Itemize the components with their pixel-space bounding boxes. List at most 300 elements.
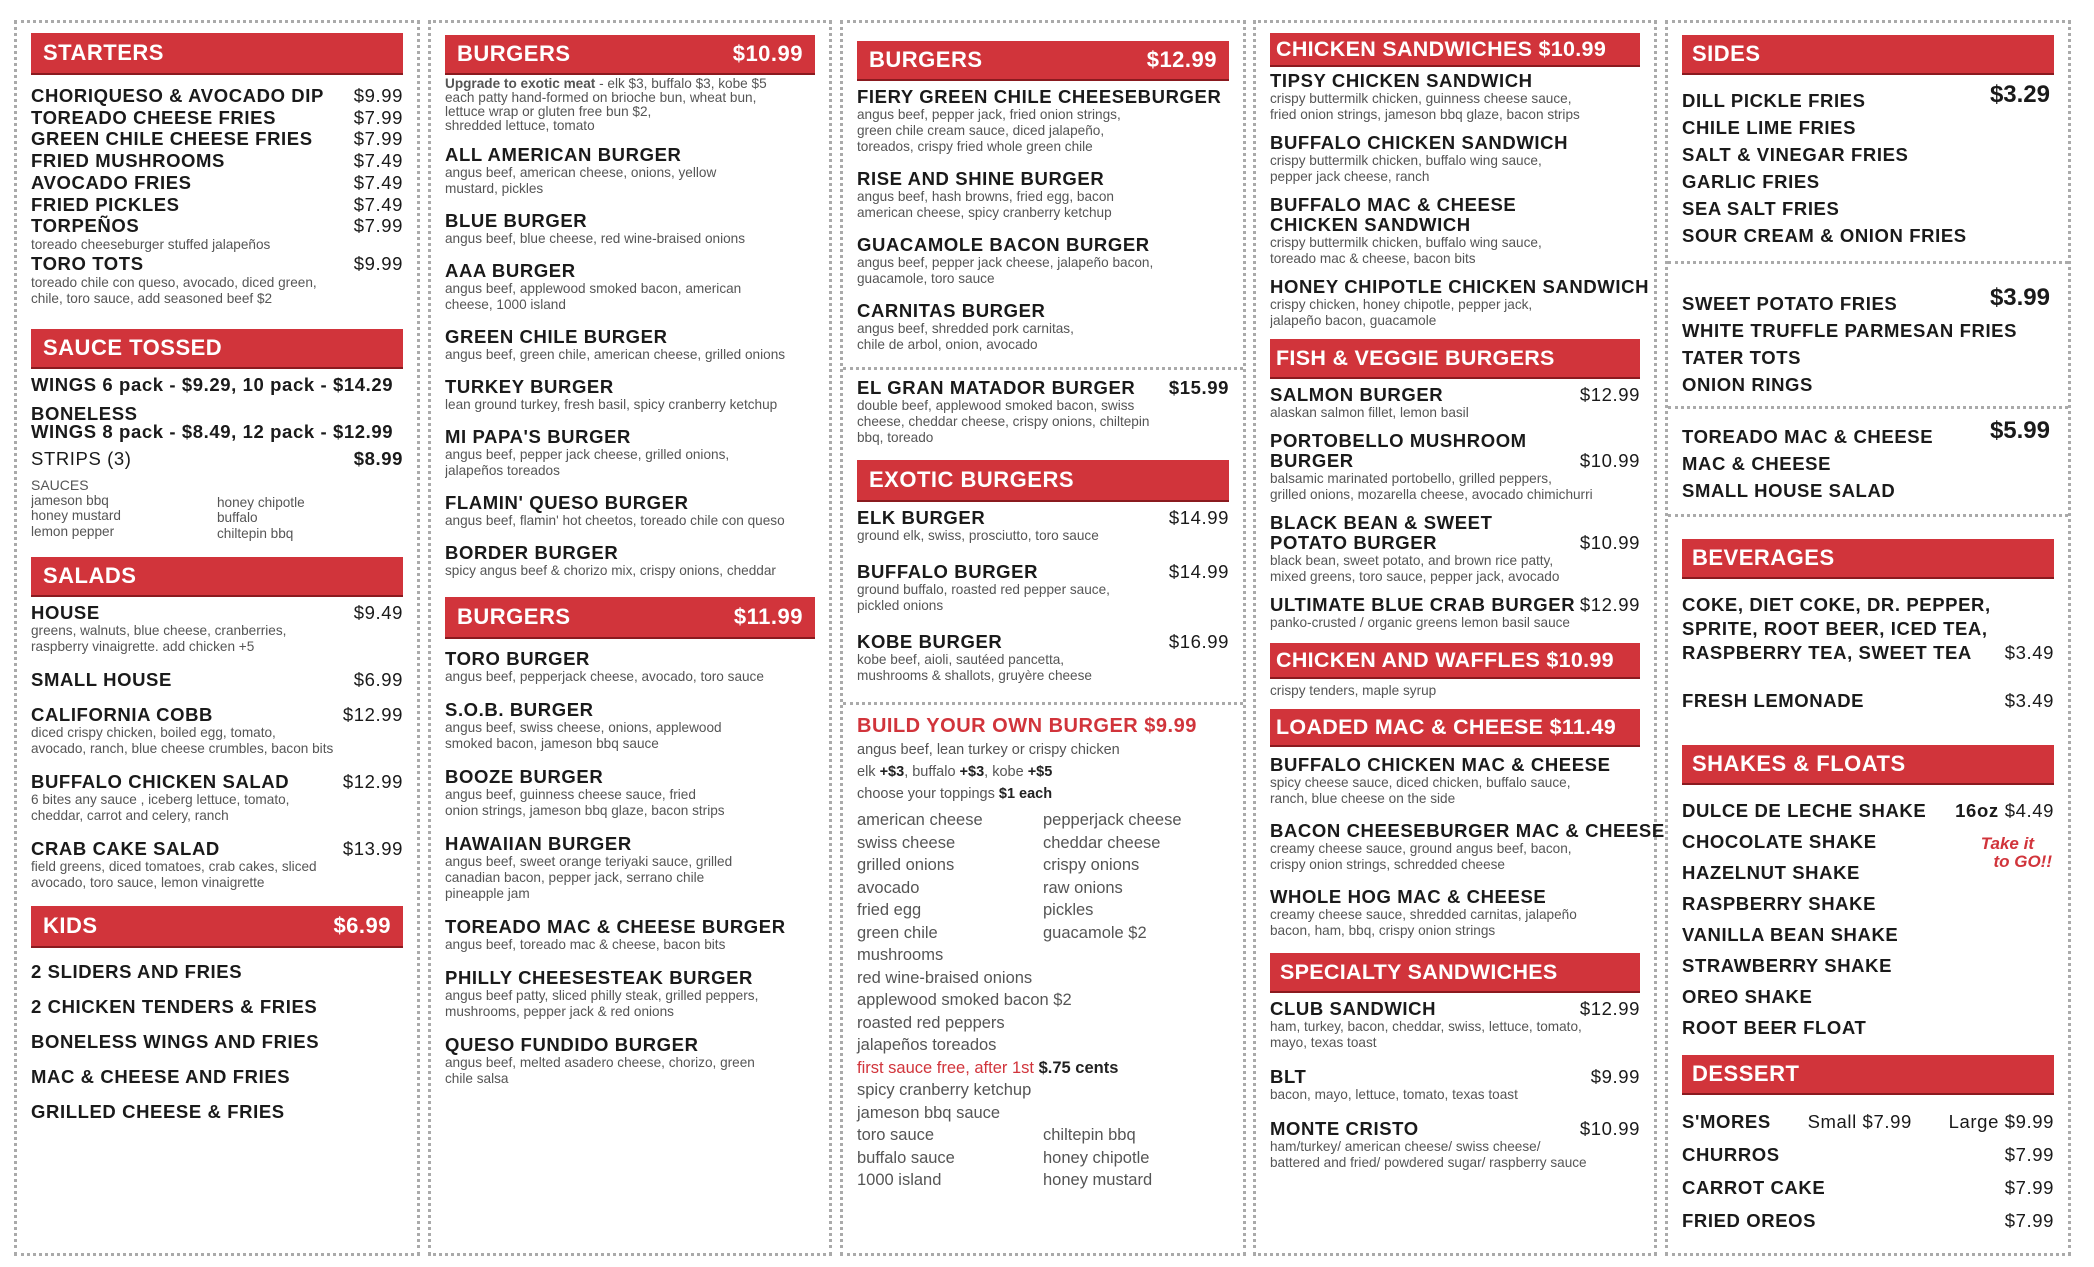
list-item: CHILE LIME FRIES (1682, 117, 1857, 138)
menu-item-name: BLT (1270, 1066, 1307, 1087)
menu-item (445, 834, 815, 902)
menu-item-row (31, 670, 403, 690)
sides-group-1 (1682, 81, 2054, 249)
menu-item-name: AAA BURGER (445, 260, 576, 281)
exotic-title: EXOTIC BURGERS (869, 467, 1075, 492)
beverages-header (1682, 539, 2054, 579)
menu-item-row (445, 767, 815, 787)
sauce-tossed-title: SAUCE TOSSED (43, 334, 223, 360)
menu-item (31, 194, 403, 216)
menu-item-row (857, 301, 1229, 321)
menu-item-name: QUESO FUNDIDO BURGER (445, 1034, 699, 1055)
menu-item-row (31, 107, 403, 129)
byo-base: angus beef, lean turkey or crispy chicken (857, 742, 1120, 758)
menu-item-name: SMALL HOUSE (31, 669, 172, 691)
list-item: honey chipotle (1043, 1148, 1150, 1167)
menu-item-row (445, 327, 815, 347)
smores-large: Large $9.99 (1948, 1111, 2054, 1132)
menu-item-desc: greens, walnuts, blue cheese, cranberries, (31, 623, 287, 639)
menu-item-row (857, 508, 1229, 528)
menu-item-desc: toreado cheeseburger stuffed jalapeños (31, 236, 271, 252)
burgers-1099-list (445, 145, 815, 579)
menu-item (445, 427, 815, 479)
sides-group-2 (1682, 284, 2054, 398)
menu-item-row (31, 705, 403, 725)
chicken-sandwiches-header (1270, 33, 1640, 67)
chicken-sandwiches-title: CHICKEN SANDWICHES $10.99 (1276, 36, 1607, 61)
menu-item (445, 493, 815, 529)
menu-item-row (31, 839, 403, 859)
menu-item-name: BORDER BURGER (445, 542, 619, 563)
separator-5 (1668, 514, 2068, 517)
menu-item (445, 1035, 815, 1087)
menu-item (1270, 887, 1640, 939)
menu-item-desc: mayo, texas toast (1270, 1035, 1377, 1050)
menu-item-desc: kobe beef, aioli, sautéed pancetta, (857, 652, 1065, 667)
menu-item-name: BUFFALO MAC & CHEESE (1270, 194, 1517, 215)
list-item: grilled onions (857, 856, 955, 874)
menu-item-desc: angus beef, hash browns, fried egg, bacon (857, 189, 1114, 204)
menu-item-row (31, 253, 403, 275)
list-item: 1000 island (857, 1171, 942, 1189)
list-item: GARLIC FRIES (1682, 171, 1820, 192)
burgers-1099-price: $10.99 (732, 41, 803, 66)
menu-item-price: $13.99 (342, 838, 403, 860)
menu-item (1270, 755, 1640, 807)
smores-small: Small $7.99 (1807, 1111, 1912, 1132)
dessert-price: $7.99 (2004, 1144, 2054, 1165)
menu-item-desc: onion strings, jameson bbq glaze, bacon strips (445, 803, 725, 818)
sides-header (1682, 35, 2054, 75)
column-3 (840, 20, 1246, 1256)
menu-item (31, 670, 403, 690)
dessert-price: $7.99 (2004, 1210, 2054, 1231)
list-item: BONELESS WINGS AND FRIES (31, 1031, 320, 1053)
menu-item (1270, 276, 1650, 329)
sides-group-3 (1682, 417, 2054, 504)
menu-item-price: $12.99 (342, 771, 403, 793)
menu-item (31, 215, 403, 253)
list-item: 2 SLIDERS AND FRIES (31, 961, 243, 983)
strips-name: STRIPS (3) (31, 447, 132, 469)
menu-item-row (1270, 513, 1640, 533)
menu-item-price: $10.99 (1579, 532, 1640, 553)
dessert-name: CARROT CAKE (1682, 1177, 1826, 1198)
list-item: green chile (857, 923, 938, 942)
menu-item (445, 700, 815, 752)
menu-item-desc: field greens, diced tomatoes, crab cakes, sliced (31, 859, 317, 875)
menu-item-name: CHORIQUESO & AVOCADO DIP (31, 85, 324, 106)
menu-item-row (1270, 431, 1640, 451)
menu-item-name: GREEN CHILE CHEESE FRIES (31, 128, 313, 150)
menu-item (1270, 513, 1640, 585)
soda-line-3-text: RASPBERRY TEA, SWEET TEA (1682, 642, 1972, 663)
sauces-grid (31, 493, 403, 542)
menu-item-name: KOBE BURGER (857, 631, 1003, 652)
menu-item-row (445, 700, 815, 720)
strips-line (31, 449, 403, 469)
menu-item-desc: mushrooms & shallots, gruyère cheese (857, 668, 1092, 683)
menu-item-desc: toreado chile con queso, avocado, diced green, (31, 274, 317, 290)
menu-item-row (31, 772, 403, 792)
menu-item-row (31, 215, 403, 237)
menu-item (31, 107, 403, 129)
list-item: honey mustard (31, 508, 121, 524)
menu-item (1270, 1067, 1640, 1103)
sauce-tossed-header (31, 329, 403, 369)
soda-line-1: COKE, DIET COKE, DR. PEPPER, (1682, 594, 1991, 615)
menu-item (445, 767, 815, 819)
boneless-line-2: WINGS 8 pack - $8.49, 12 pack - $12.99 (31, 420, 394, 442)
menu-item-name: SALMON BURGER (1270, 384, 1444, 405)
menu-item-row (1270, 195, 1640, 215)
menu-item-desc: jalapeños toreados (445, 463, 560, 478)
menu-item-desc: avocado, ranch, blue cheese crumbles, bacon bits (31, 741, 334, 757)
burgers-1299-header (857, 41, 1229, 81)
menu-item-desc: angus beef, sweet orange teriyaki sauce, grilled (445, 854, 733, 869)
menu-item (857, 508, 1229, 544)
menu-item-row (445, 543, 815, 563)
burgers-1199-header (445, 597, 815, 639)
menu-item-name: CRAB CAKE SALAD (31, 838, 220, 860)
exotic-header (857, 460, 1229, 502)
menu-item-desc: angus beef, shredded pork carnitas, (857, 321, 1074, 336)
menu-item-row (31, 172, 403, 194)
menu-item-desc: ground buffalo, roasted red pepper sauce, (857, 582, 1110, 597)
kids-header (31, 906, 403, 948)
menu-item-name: MI PAPA'S BURGER (445, 426, 631, 447)
list-item: raw onions (1043, 878, 1123, 897)
menu-item-row (445, 427, 815, 447)
lemonade-line (1682, 691, 2054, 711)
shake-size-price (1955, 795, 2054, 826)
fish-veggie-title: FISH & VEGGIE BURGERS (1276, 345, 1555, 370)
loaded-mac-list (1270, 754, 1665, 939)
menu-item (31, 705, 403, 757)
menu-item-row (857, 562, 1229, 582)
menu-item-name: RISE AND SHINE BURGER (857, 168, 1105, 189)
shake-first (1682, 795, 2054, 826)
menu-item-row-2 (1270, 215, 1640, 235)
menu-item-row (31, 128, 403, 150)
list-item: mushrooms (857, 946, 944, 964)
menu-item-desc: cheese, 1000 island (445, 297, 566, 312)
menu-item-price: $12.99 (1579, 384, 1640, 405)
list-item: TOREADO MAC & CHEESE (1682, 426, 1934, 447)
sides-group-1-price: $3.29 (1989, 81, 2050, 108)
menu-item-name: CLUB SANDWICH (1270, 998, 1437, 1019)
menu-item-desc: diced crispy chicken, boiled egg, tomato, (31, 725, 276, 741)
menu-item (445, 145, 815, 197)
shakes-header (1682, 745, 2054, 785)
menu-item-desc: toreado mac & cheese, bacon bits (1270, 251, 1476, 266)
menu-item-price: $16.99 (1168, 631, 1229, 652)
upgrade-line-4: shredded lettuce, tomato (445, 119, 595, 133)
byo-sauces-left (857, 1124, 1043, 1192)
burgers-1299-title: BURGERS (869, 47, 983, 72)
menu-item-desc: chile, toro sauce, add seasoned beef $2 (31, 290, 273, 306)
burgers-1199-list (445, 649, 815, 1087)
menu-item-price: $9.99 (353, 252, 403, 274)
menu-item (857, 632, 1229, 684)
menu-item-desc: grilled onions, mozarella cheese, avocado chimichurri (1270, 487, 1593, 502)
menu-item-desc: 6 bites any sauce , iceberg lettuce, tomato, (31, 792, 290, 808)
list-item: MAC & CHEESE AND FRIES (31, 1066, 291, 1088)
boneless-line-1: BONELESS (31, 402, 138, 424)
menu-item-desc: mustard, pickles (445, 181, 544, 196)
list-item: fried egg (857, 901, 922, 919)
menu-item-row (857, 632, 1229, 652)
beverages-list (1682, 593, 2054, 711)
menu-item-desc: angus beef, blue cheese, red wine-braised onions (445, 231, 746, 246)
byo-sauce-note (857, 1057, 1229, 1080)
byo-section (857, 713, 1229, 1192)
byo-toppings-full (857, 967, 1229, 1057)
byo-toppings-grid (857, 809, 1229, 967)
sauces-label: SAUCES (31, 476, 89, 493)
menu-item-desc: bacon, ham, bbq, crispy onion strings (1270, 923, 1496, 938)
menu-item (857, 169, 1229, 221)
menu-item-desc: fried onion strings, jameson bbq glaze, bacon strips (1270, 107, 1580, 122)
menu-item-name: BUFFALO CHICKEN SANDWICH (1270, 132, 1569, 153)
list-item: STRAWBERRY SHAKE (1682, 955, 1893, 976)
menu-item-name: PORTOBELLO MUSHROOM (1270, 430, 1527, 451)
matador-desc-0: double beef, applewood smoked bacon, swiss (857, 398, 1135, 413)
menu-item-desc: pepper jack cheese, ranch (1270, 169, 1430, 184)
chicken-waffles-desc: crispy tenders, maple syrup (1270, 683, 1437, 698)
menu-item-row-2 (1270, 533, 1640, 553)
menu-item-price: $7.49 (353, 150, 403, 172)
dessert-name: CHURROS (1682, 1144, 1780, 1165)
menu-item-price: $14.99 (1168, 561, 1229, 582)
menu-item-desc: angus beef, pepper jack, fried onion strings, (857, 107, 1121, 122)
menu-item-name: TORPEÑOS (31, 215, 140, 237)
kids-price: $6.99 (333, 913, 391, 939)
menu-item-desc: angus beef, flamin' hot cheetos, toreado chile con queso (445, 513, 785, 528)
menu-item-row (1270, 1067, 1640, 1087)
menu-item-desc: ranch, blue cheese on the side (1270, 791, 1456, 806)
sides-group-2-price: $3.99 (1989, 284, 2050, 311)
to-go-2: to GO!! (1993, 852, 2052, 871)
salads-header (31, 557, 403, 597)
menu-item (445, 543, 815, 579)
menu-item-row (1270, 820, 1665, 841)
menu-item-desc: crispy buttermilk chicken, buffalo wing sauce, (1270, 153, 1542, 168)
specialty-header (1270, 953, 1640, 993)
menu-item-desc: mushrooms, pepper jack & red onions (445, 1004, 674, 1019)
byo-choose (857, 783, 1229, 805)
menu-item-desc: angus beef, green chile, american cheese, grilled onions (445, 347, 786, 362)
menu-item-desc: green chile cream sauce, diced jalapeño, (857, 123, 1105, 138)
menu-item-row-2 (1270, 451, 1640, 471)
menu-item (1270, 71, 1640, 123)
list-item: 2 CHICKEN TENDERS & FRIES (31, 996, 318, 1018)
separator-1 (843, 367, 1243, 370)
menu-item-price: $9.49 (353, 602, 403, 624)
list-item: crispy onions (1043, 856, 1140, 874)
byo-choose-label: choose your toppings (857, 786, 999, 802)
menu-item-row (445, 1035, 815, 1055)
menu-item (1270, 195, 1640, 267)
menu-item-name: BACON CHEESEBURGER MAC & CHEESE (1270, 820, 1665, 841)
matador-desc-1: cheese, cheddar cheese, crispy onions, chiltepin (857, 414, 1150, 429)
column-4 (1253, 20, 1665, 1256)
menu-item-name-2: BURGER (1270, 450, 1354, 471)
dessert-row (1682, 1204, 2054, 1237)
soda-line-3 (1682, 641, 2054, 665)
list-item: OREO SHAKE (1682, 986, 1813, 1007)
list-item: chiltepin bbq (217, 525, 294, 541)
menu-item-row (1270, 999, 1640, 1019)
menu-item-desc: spicy cheese sauce, diced chicken, buffalo sauce, (1270, 775, 1571, 790)
upgrade-line-1 (445, 77, 815, 91)
separator-3 (1668, 261, 2068, 264)
menu-item-name: GREEN CHILE BURGER (445, 326, 668, 347)
menu-item-row (445, 834, 815, 854)
smores-line (1682, 1105, 2054, 1138)
upgrade-line-3: lettuce wrap or gluten free bun $2, (445, 105, 652, 119)
menu-item (857, 301, 1229, 353)
menu-item-row (1270, 276, 1650, 297)
menu-item-row (1270, 887, 1640, 907)
chicken-waffles-title: CHICKEN AND WAFFLES $10.99 (1276, 647, 1614, 672)
menu-item (445, 649, 815, 685)
menu-item-desc: jalapeño bacon, guacamole (1270, 313, 1437, 328)
menu-item (31, 253, 403, 307)
menu-item (1270, 133, 1640, 185)
menu-item (1270, 999, 1640, 1051)
menu-item-row (445, 377, 815, 397)
menu-item-name: ULTIMATE BLUE CRAB BURGER (1270, 594, 1576, 615)
list-item: jalapeños toreados (857, 1036, 997, 1054)
menu-item-name: TIPSY CHICKEN SANDWICH (1270, 70, 1533, 91)
menu-item-desc: panko-crusted / organic greens lemon basil sauce (1270, 615, 1570, 630)
menu-item-name: TOREADO MAC & CHEESE BURGER (445, 916, 786, 937)
menu-item-desc: angus beef, melted asadero cheese, chorizo, green (445, 1055, 755, 1070)
list-item: WHITE TRUFFLE PARMESAN FRIES (1682, 320, 2018, 341)
list-item: SEA SALT FRIES (1682, 198, 1840, 219)
menu-item-desc: angus beef, guinness cheese sauce, fried (445, 787, 696, 802)
menu-item-desc: smoked bacon, jameson bbq sauce (445, 736, 659, 751)
burgers-1099-header (445, 35, 815, 75)
specialty-list (1270, 999, 1640, 1171)
list-item: TATER TOTS (1682, 347, 1802, 368)
list-item: GRILLED CHEESE & FRIES (31, 1101, 285, 1123)
menu-item-price: $10.99 (1579, 1118, 1640, 1139)
dessert-title: DESSERT (1692, 1061, 1800, 1086)
chicken-waffles-header (1270, 643, 1640, 679)
menu-item-name: S.O.B. BURGER (445, 699, 594, 720)
fish-veggie-header (1270, 339, 1640, 379)
upgrade-desc-0: - elk $3, buffalo $3, kobe $5 (595, 77, 767, 91)
menu-item-price: $7.99 (353, 128, 403, 150)
menu-item-name: ALL AMERICAN BURGER (445, 144, 682, 165)
menu-item-row (1270, 1119, 1640, 1139)
menu-item-name: AVOCADO FRIES (31, 171, 192, 193)
kids-list (31, 954, 403, 1129)
soda-line-2: SPRITE, ROOT BEER, ICED TEA, (1682, 618, 1988, 639)
to-go-note (1981, 835, 2052, 871)
menu-item-name: FRIED PICKLES (31, 193, 180, 215)
list-item: applewood smoked bacon $2 (857, 991, 1072, 1009)
matador-item (857, 378, 1229, 446)
menu-item-price: $6.99 (353, 669, 403, 691)
upgrade-bold: Upgrade to exotic meat (445, 77, 596, 91)
byo-title: BUILD YOUR OWN BURGER $9.99 (857, 715, 1197, 737)
menu-item-name: BUFFALO CHICKEN SALAD (31, 771, 290, 793)
menu-item-price: $7.49 (353, 171, 403, 193)
menu-item-row (445, 261, 815, 281)
menu-item-desc: angus beef, american cheese, onions, yellow (445, 165, 717, 180)
menu-item-desc: ham/turkey/ american cheese/ swiss cheese/ (1270, 1139, 1541, 1154)
menu-item (445, 968, 815, 1020)
menu-item-price: $7.99 (353, 106, 403, 128)
menu-item-price: $12.99 (1579, 594, 1640, 615)
menu-item-row (857, 235, 1229, 255)
sides-title: SIDES (1692, 41, 1761, 66)
menu-item (1270, 385, 1640, 421)
list-item: roasted red peppers (857, 1013, 1005, 1032)
menu-item (857, 235, 1229, 287)
menu-item-name: BOOZE BURGER (445, 766, 604, 787)
list-item: honey mustard (1043, 1171, 1153, 1189)
list-item: pepperjack cheese (1043, 811, 1182, 829)
menu-item-name: FIERY GREEN CHILE CHEESEBURGER (857, 86, 1222, 107)
dessert-items (1682, 1138, 2054, 1237)
list-item: ROOT BEER FLOAT (1682, 1017, 1867, 1038)
menu-item-desc: black bean, sweet potato, and brown rice patty, (1270, 553, 1554, 568)
menu-item-desc: chile salsa (445, 1071, 509, 1086)
menu-item-price: $9.99 (1590, 1066, 1640, 1087)
menu-item-name: GUACAMOLE BACON BURGER (857, 234, 1150, 255)
menu-item (1270, 1119, 1640, 1171)
menu-item-name: HOUSE (31, 602, 100, 624)
burgers-1299-list (857, 87, 1229, 353)
byo-upg-2: , buffalo (904, 764, 960, 780)
byo-upg-1: elk (857, 764, 880, 780)
burgers-1199-price: $11.99 (733, 604, 803, 629)
menu-item (1270, 820, 1665, 873)
specialty-title: SPECIALTY SANDWICHES (1280, 959, 1558, 984)
menu-item (857, 87, 1229, 155)
menu-item-desc: angus beef, toreado mac & cheese, bacon bits (445, 937, 726, 952)
starters-list (31, 85, 403, 307)
list-item: toro sauce (857, 1126, 935, 1144)
shakes-list (1682, 795, 2054, 1043)
menu-item-name: CALIFORNIA COBB (31, 704, 213, 726)
matador-name: EL GRAN MATADOR BURGER (857, 377, 1136, 398)
byo-upg-3: , kobe (984, 764, 1028, 780)
starters-header (31, 33, 403, 75)
menu-item-row (31, 85, 403, 107)
lemonade-price: $3.49 (2004, 690, 2054, 711)
menu-item (857, 562, 1229, 614)
menu-item (31, 772, 403, 824)
menu-item-desc: spicy angus beef & chorizo mix, crispy onions, cheddar (445, 563, 776, 578)
menu-item-desc: pineapple jam (445, 886, 530, 901)
menu-item-row (857, 87, 1229, 107)
menu-item (31, 839, 403, 891)
menu-item-name: BUFFALO BURGER (857, 561, 1039, 582)
shake-size: 16oz (1955, 800, 1999, 821)
separator-2 (843, 702, 1243, 705)
dessert-row (1682, 1138, 2054, 1171)
menu-item-desc: creamy cheese sauce, shredded carnitas, jalapeño (1270, 907, 1577, 922)
menu-item-desc: battered and fried/ powdered sugar/ raspberry sauce (1270, 1155, 1587, 1170)
menu-item-desc: canadian bacon, pepper jack, serrano chile (445, 870, 705, 885)
menu-item-desc: ham, turkey, bacon, cheddar, swiss, lettuce, tomato, (1270, 1019, 1582, 1034)
upgrade-note (445, 77, 815, 133)
